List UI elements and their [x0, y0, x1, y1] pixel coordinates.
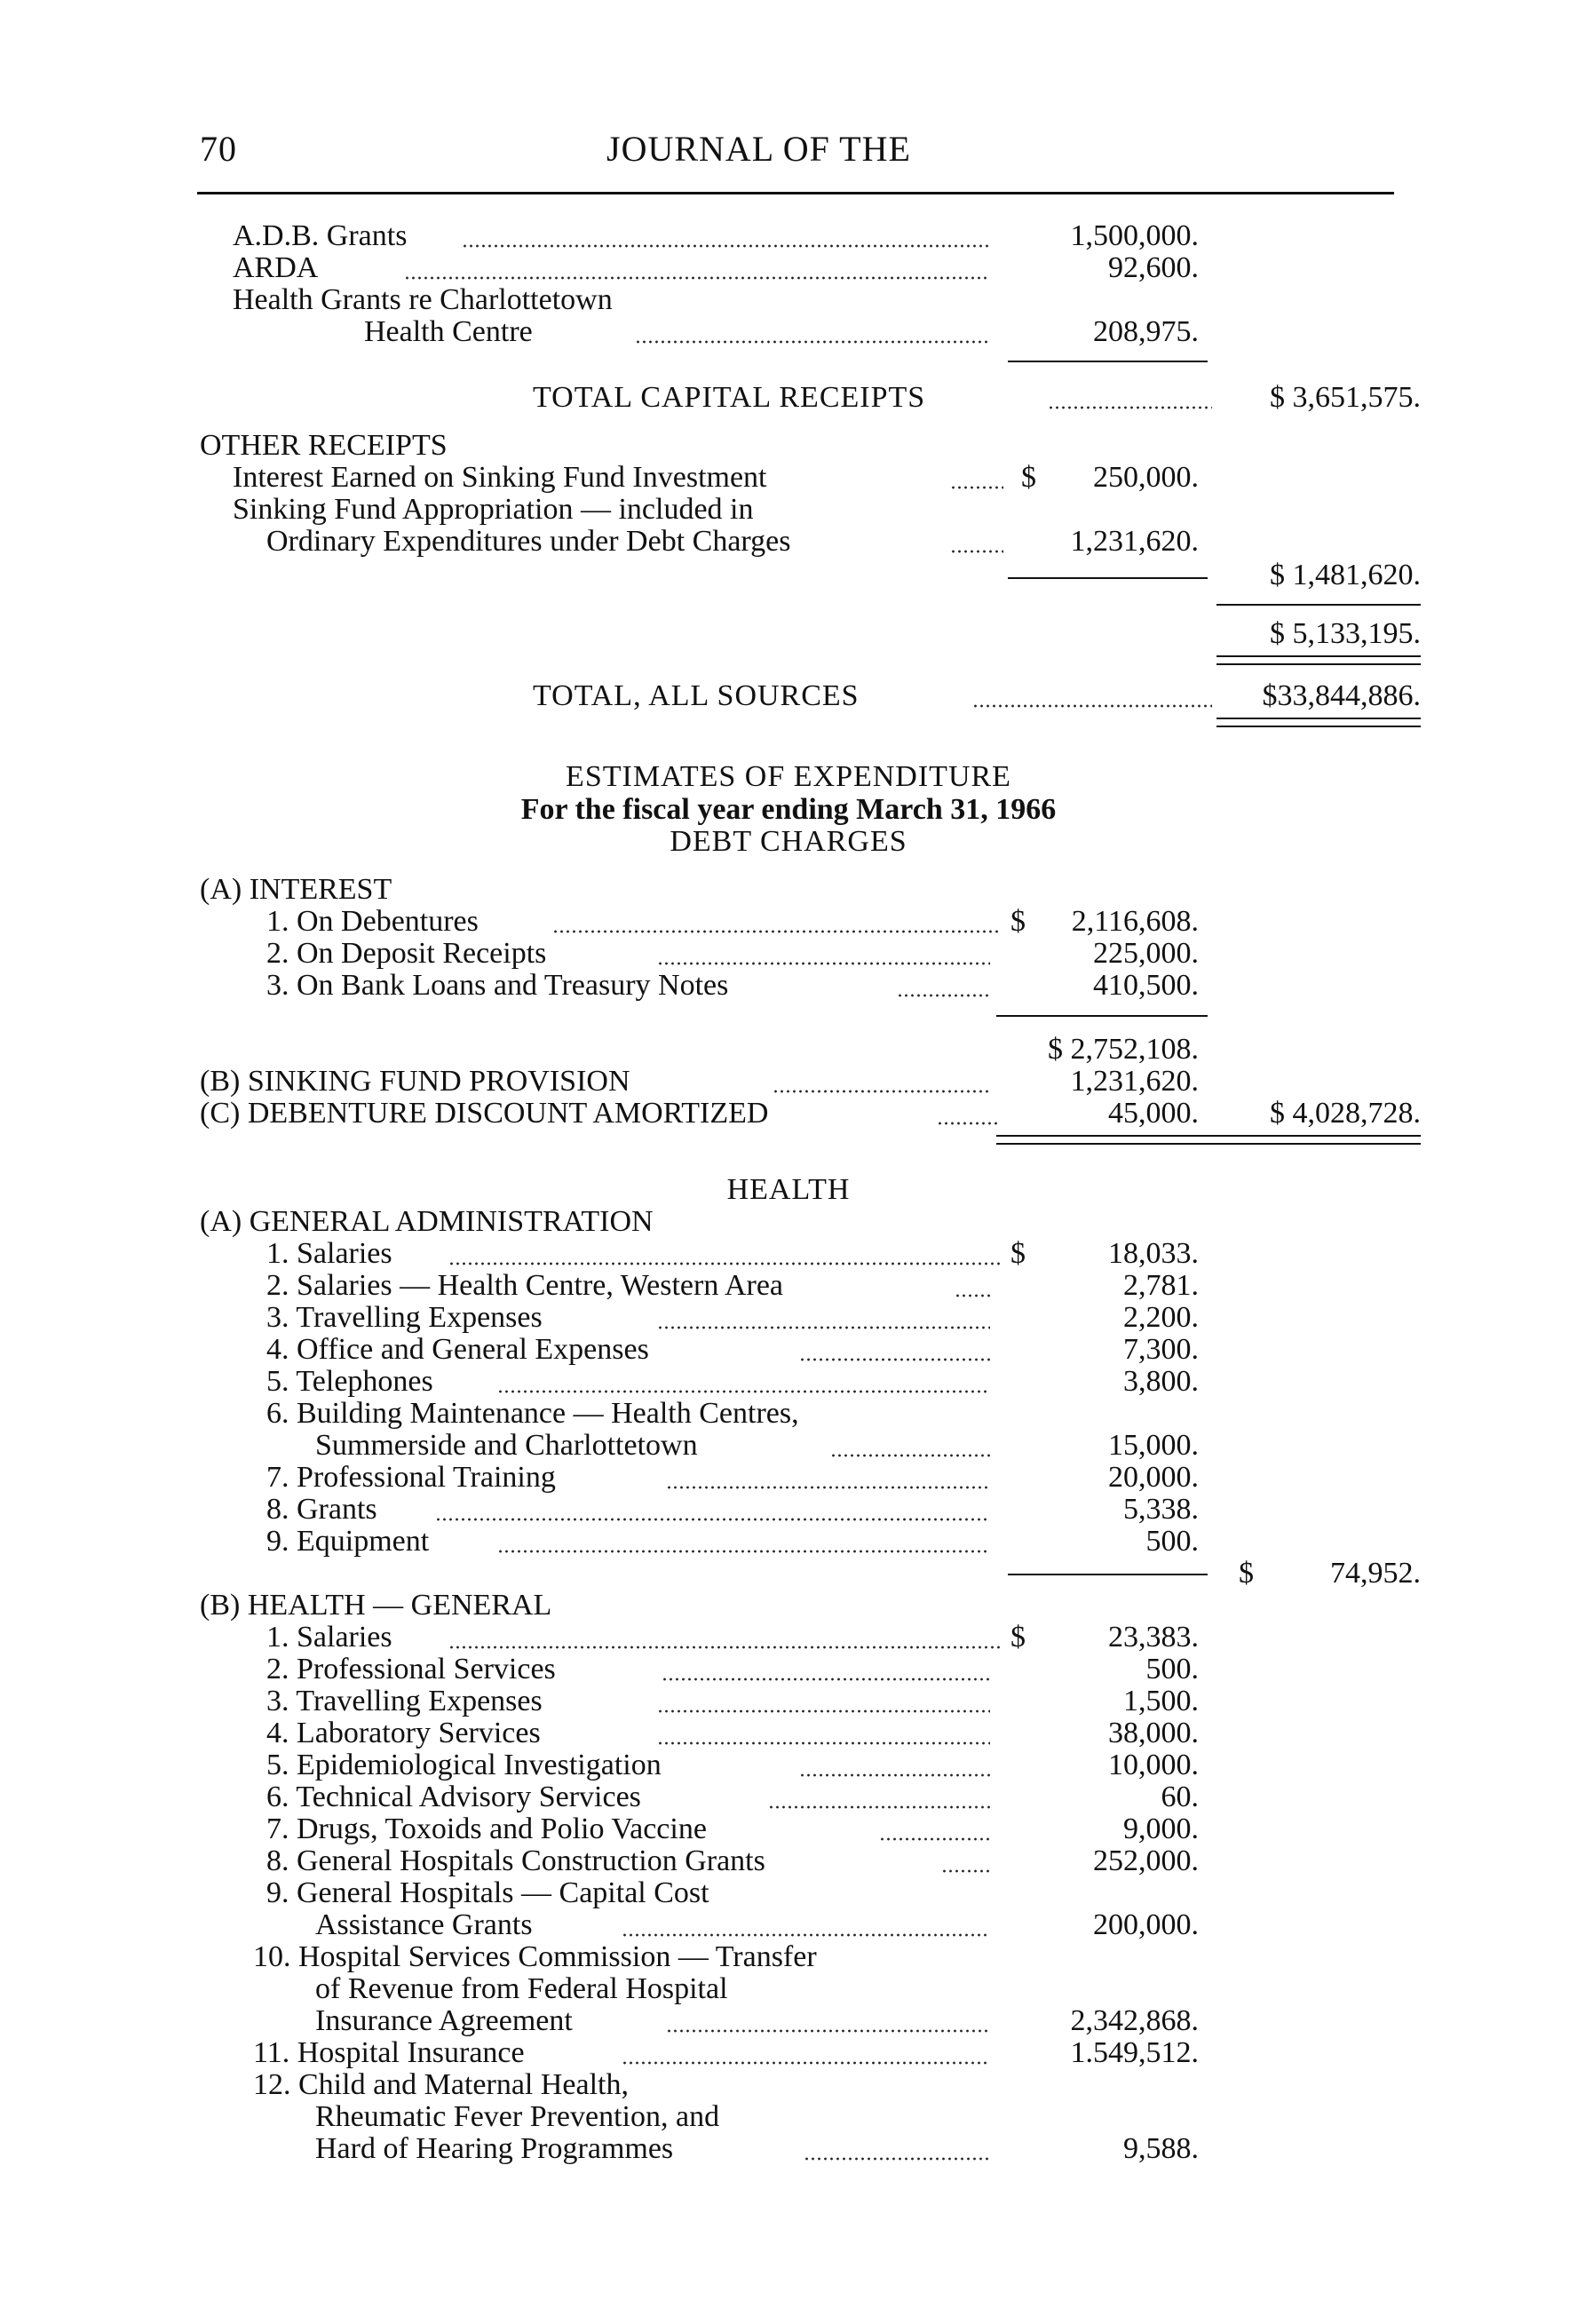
ga-equipment-amount: 500.	[1145, 1525, 1199, 1558]
leader-dots	[937, 1122, 999, 1125]
ga-salaries-amount: 18,033.	[1108, 1237, 1199, 1270]
leader-dots	[879, 1837, 990, 1841]
hg-salaries-amount: 23,383.	[1108, 1621, 1199, 1654]
double-rule	[996, 1135, 1421, 1145]
hg-hospital-insurance-label: 11. Hospital Insurance	[253, 2036, 525, 2069]
leader-dots	[804, 2157, 990, 2161]
ga-telephones-label: 5. Telephones	[266, 1365, 433, 1398]
arda-label: ARDA	[233, 251, 319, 284]
sinking-fund-appropriation-label-cont: Ordinary Expenditures under Debt Charges	[266, 525, 791, 558]
double-rule	[1216, 655, 1421, 665]
leader-dots	[666, 2029, 990, 2033]
health-general-heading: (B) HEALTH — GENERAL	[200, 1589, 552, 1622]
ga-salaries-label: 1. Salaries	[266, 1237, 392, 1270]
hg-child-maternal-label: 12. Child and Maternal Health,	[253, 2068, 630, 2101]
hg-professional-services-amount: 500.	[1145, 1653, 1199, 1685]
ga-professional-training-amount: 20,000.	[1108, 1461, 1199, 1494]
dollar-sign: $	[1021, 461, 1036, 494]
health-grants-label: Health Grants re Charlottetown	[233, 283, 613, 316]
hg-laboratory-label: 4. Laboratory Services	[266, 1717, 541, 1749]
debenture-discount-label: (C) DEBENTURE DISCOUNT AMORTIZED	[200, 1097, 769, 1130]
ga-office-label: 4. Office and General Expenses	[266, 1333, 649, 1366]
hg-technical-advisory-label: 6. Technical Advisory Services	[266, 1781, 641, 1813]
debentures-amount: 2,116,608.	[1071, 905, 1199, 938]
ga-equipment-label: 9. Equipment	[266, 1525, 430, 1558]
ga-professional-training-label: 7. Professional Training	[266, 1461, 556, 1494]
bank-loans-label: 3. On Bank Loans and Treasury Notes	[266, 969, 729, 1002]
debt-charges-heading: DEBT CHARGES	[670, 825, 907, 858]
health-grants-amount: 208,975.	[1093, 315, 1199, 348]
leader-dots	[773, 1090, 990, 1093]
debenture-discount-amount: 45,000.	[1108, 1097, 1199, 1130]
leader-dots	[657, 962, 990, 965]
hg-salaries-label: 1. Salaries	[266, 1621, 392, 1654]
leader-dots	[404, 276, 990, 280]
subtotal-rule	[1008, 1574, 1208, 1575]
dollar-sign: $	[1239, 1557, 1254, 1590]
leader-dots	[497, 1550, 990, 1553]
leader-dots	[1048, 406, 1212, 409]
health-title: HEALTH	[726, 1173, 851, 1206]
hg-hospital-services-label: 10. Hospital Services Commission — Transfer	[253, 1940, 817, 1973]
adb-grants-label: A.D.B. Grants	[233, 219, 408, 252]
hg-drugs-amount: 9,000.	[1123, 1812, 1199, 1845]
hg-capital-cost-amount: 200,000.	[1093, 1908, 1199, 1941]
ga-building-maintenance-label: 6. Building Maintenance — Health Centres,	[266, 1397, 799, 1430]
hg-travelling-label: 3. Travelling Expenses	[266, 1685, 543, 1717]
leader-dots	[448, 1646, 1001, 1649]
leader-dots	[552, 930, 1001, 933]
sinking-fund-provision-amount: 1,231,620.	[1070, 1065, 1199, 1098]
deposit-receipts-label: 2. On Deposit Receipts	[266, 937, 547, 970]
leader-dots	[657, 1741, 990, 1745]
ga-grants-label: 8. Grants	[266, 1493, 377, 1526]
hg-professional-services-label: 2. Professional Services	[266, 1653, 556, 1685]
ga-telephones-amount: 3,800.	[1123, 1365, 1199, 1398]
sinking-fund-provision-label: (B) SINKING FUND PROVISION	[200, 1065, 630, 1098]
hg-hospital-services-amount: 2,342,868.	[1070, 2004, 1199, 2037]
sinking-fund-appropriation-amount: 1,231,620.	[1070, 525, 1199, 558]
hg-child-maternal-amount: 9,588.	[1123, 2132, 1199, 2165]
deposit-receipts-amount: 225,000.	[1093, 937, 1199, 970]
running-title: JOURNAL OF THE	[606, 129, 911, 169]
sinking-fund-appropriation-label: Sinking Fund Appropriation — included in	[233, 493, 754, 526]
ga-travelling-amount: 2,200.	[1123, 1301, 1199, 1334]
debt-charges-total: $ 4,028,728.	[1270, 1097, 1421, 1130]
subtotal-rule	[1008, 361, 1208, 362]
leader-dots	[657, 1709, 990, 1713]
hg-child-maternal-label-cont: Rheumatic Fever Prevention, and	[315, 2100, 720, 2133]
hg-hospital-insurance-amount: 1.549,512.	[1070, 2036, 1199, 2069]
total-capital-receipts-label: TOTAL CAPITAL RECEIPTS	[533, 381, 926, 414]
estimates-subtitle: For the fiscal year ending March 31, 1966	[520, 793, 1057, 826]
interest-heading: (A) INTEREST	[200, 873, 392, 906]
hg-hospital-services-label-cont: of Revenue from Federal Hospital	[315, 1972, 728, 2005]
hg-epidemiological-label: 5. Epidemiological Investigation	[266, 1749, 662, 1781]
combined-rule	[1216, 604, 1421, 606]
leader-dots	[950, 486, 1003, 489]
total-capital-receipts-amount: $ 3,651,575.	[1270, 381, 1421, 414]
leader-dots	[622, 1933, 990, 1937]
leader-dots	[662, 1678, 990, 1681]
leader-dots	[830, 1454, 990, 1457]
ga-office-amount: 7,300.	[1123, 1333, 1199, 1366]
ga-grants-amount: 5,338.	[1123, 1493, 1199, 1526]
leader-dots	[657, 1326, 990, 1329]
leader-dots	[462, 244, 990, 248]
hg-construction-grants-amount: 252,000.	[1093, 1844, 1199, 1877]
combined-receipts-amount: $ 5,133,195.	[1270, 617, 1421, 650]
page-number: 70	[200, 129, 237, 169]
hg-epidemiological-amount: 10,000.	[1108, 1749, 1199, 1781]
hg-technical-advisory-amount: 60.	[1161, 1781, 1199, 1813]
hg-drugs-label: 7. Drugs, Toxoids and Polio Vaccine	[266, 1812, 707, 1845]
interest-subtotal: $ 2,752,108.	[1048, 1033, 1199, 1066]
total-all-sources-amount: $33,844,886.	[1262, 679, 1421, 712]
ga-building-maintenance-amount: 15,000.	[1108, 1429, 1199, 1462]
hg-hospital-services-label-cont2: Insurance Agreement	[315, 2004, 573, 2037]
leader-dots	[635, 340, 990, 344]
total-all-sources-label: TOTAL, ALL SOURCES	[533, 679, 860, 712]
ga-building-maintenance-label-cont: Summerside and Charlottetown	[315, 1429, 698, 1462]
subtotal-rule	[1008, 577, 1208, 579]
hg-child-maternal-label-cont2: Hard of Hearing Programmes	[315, 2132, 674, 2165]
leader-dots	[941, 1869, 990, 1873]
leader-dots	[768, 1805, 990, 1809]
leader-dots	[950, 550, 1003, 553]
leader-dots	[666, 1486, 990, 1489]
health-grants-label-cont: Health Centre	[364, 315, 533, 348]
adb-grants-amount: 1,500,000.	[1070, 219, 1199, 252]
leader-dots	[799, 1773, 990, 1777]
ga-travelling-label: 3. Travelling Expenses	[266, 1301, 543, 1334]
dollar-sign: $	[1010, 1237, 1026, 1270]
hg-construction-grants-label: 8. General Hospitals Construction Grants	[266, 1844, 765, 1877]
ga-salaries-western-amount: 2,781.	[1123, 1269, 1199, 1302]
leader-dots	[622, 2061, 990, 2065]
general-administration-total: 74,952.	[1330, 1557, 1421, 1590]
header-rule	[197, 192, 1394, 194]
double-rule	[1216, 718, 1421, 727]
leader-dots	[497, 1390, 990, 1393]
other-receipts-heading: OTHER RECEIPTS	[200, 429, 448, 462]
other-receipts-subtotal: $ 1,481,620.	[1270, 559, 1421, 591]
dollar-sign: $	[1010, 905, 1026, 938]
leader-dots	[897, 994, 990, 997]
hg-capital-cost-label-cont: Assistance Grants	[315, 1908, 533, 1941]
leader-dots	[799, 1358, 990, 1361]
ga-salaries-western-label: 2. Salaries — Health Centre, Western Area	[266, 1269, 784, 1302]
leader-dots	[955, 1294, 990, 1297]
hg-capital-cost-label: 9. General Hospitals — Capital Cost	[266, 1876, 709, 1909]
interest-earned-label: Interest Earned on Sinking Fund Investment	[233, 461, 767, 494]
leader-dots	[435, 1518, 990, 1521]
dollar-sign: $	[1010, 1621, 1026, 1654]
interest-earned-amount: 250,000.	[1093, 461, 1199, 494]
leader-dots	[448, 1262, 1001, 1265]
bank-loans-amount: 410,500.	[1093, 969, 1199, 1002]
estimates-title: ESTIMATES OF EXPENDITURE	[566, 760, 1011, 793]
arda-amount: 92,600.	[1108, 251, 1199, 284]
leader-dots	[972, 704, 1212, 708]
subtotal-rule	[996, 1015, 1208, 1017]
general-administration-heading: (A) GENERAL ADMINISTRATION	[200, 1205, 654, 1238]
debentures-label: 1. On Debentures	[266, 905, 479, 938]
hg-travelling-amount: 1,500.	[1123, 1685, 1199, 1717]
hg-laboratory-amount: 38,000.	[1108, 1717, 1199, 1749]
